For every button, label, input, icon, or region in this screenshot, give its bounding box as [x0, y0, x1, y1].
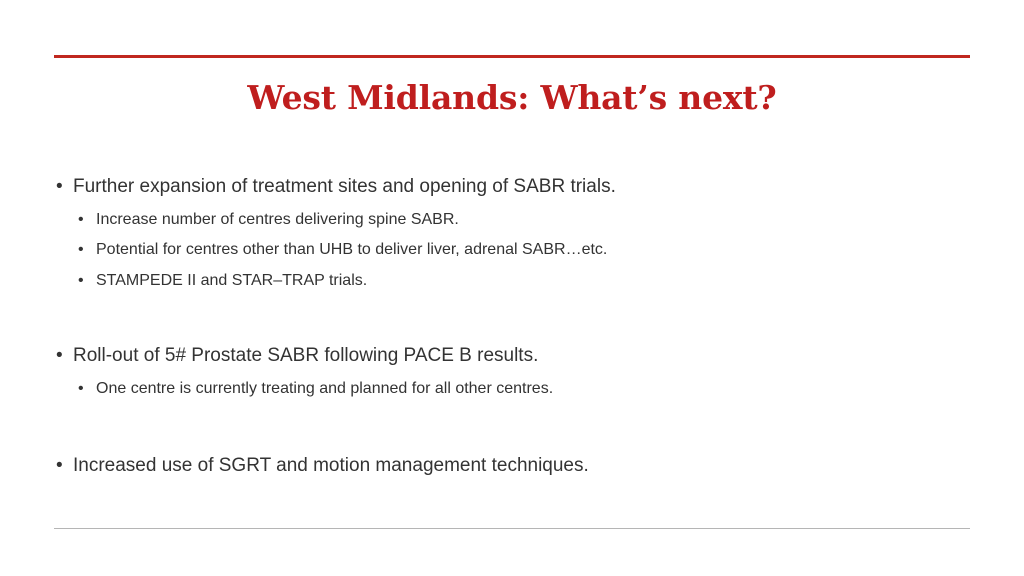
- bullet-item: [56, 345, 538, 367]
- bullet-item: [56, 176, 616, 198]
- bullet-icon: •: [56, 176, 63, 197]
- sub-bullet-item: [78, 272, 367, 290]
- sub-bullet-item: [78, 380, 553, 398]
- slide-title: West Midlands: What’s next?: [247, 78, 777, 117]
- top-accent-rule: [54, 55, 970, 58]
- bullet-item: [56, 455, 589, 477]
- bullet-text: Further expansion of treatment sites and opening of SABR trials.: [73, 176, 616, 197]
- bullet-text: Roll-out of 5# Prostate SABR following PACE B results.: [73, 345, 539, 366]
- bullet-icon: •: [78, 380, 84, 397]
- bullet-icon: •: [56, 345, 63, 366]
- footer-rule: [54, 528, 970, 529]
- sub-bullet-item: [78, 211, 459, 229]
- bullet-icon: •: [56, 455, 63, 476]
- bullet-icon: •: [78, 272, 84, 289]
- bullet-icon: •: [78, 241, 84, 258]
- sub-bullet-text: STAMPEDE II and STAR–TRAP trials.: [96, 272, 368, 289]
- sub-bullet-text: Potential for centres other than UHB to deliver liver, adrenal SABR…etc.: [96, 241, 608, 258]
- sub-bullet-text: Increase number of centres delivering spine SABR.: [96, 211, 459, 228]
- sub-bullet-item: [78, 241, 607, 259]
- bullet-text: Increased use of SGRT and motion management techniques.: [73, 455, 589, 476]
- sub-bullet-text: One centre is currently treating and planned for all other centres.: [96, 380, 554, 397]
- bullet-icon: •: [78, 211, 84, 228]
